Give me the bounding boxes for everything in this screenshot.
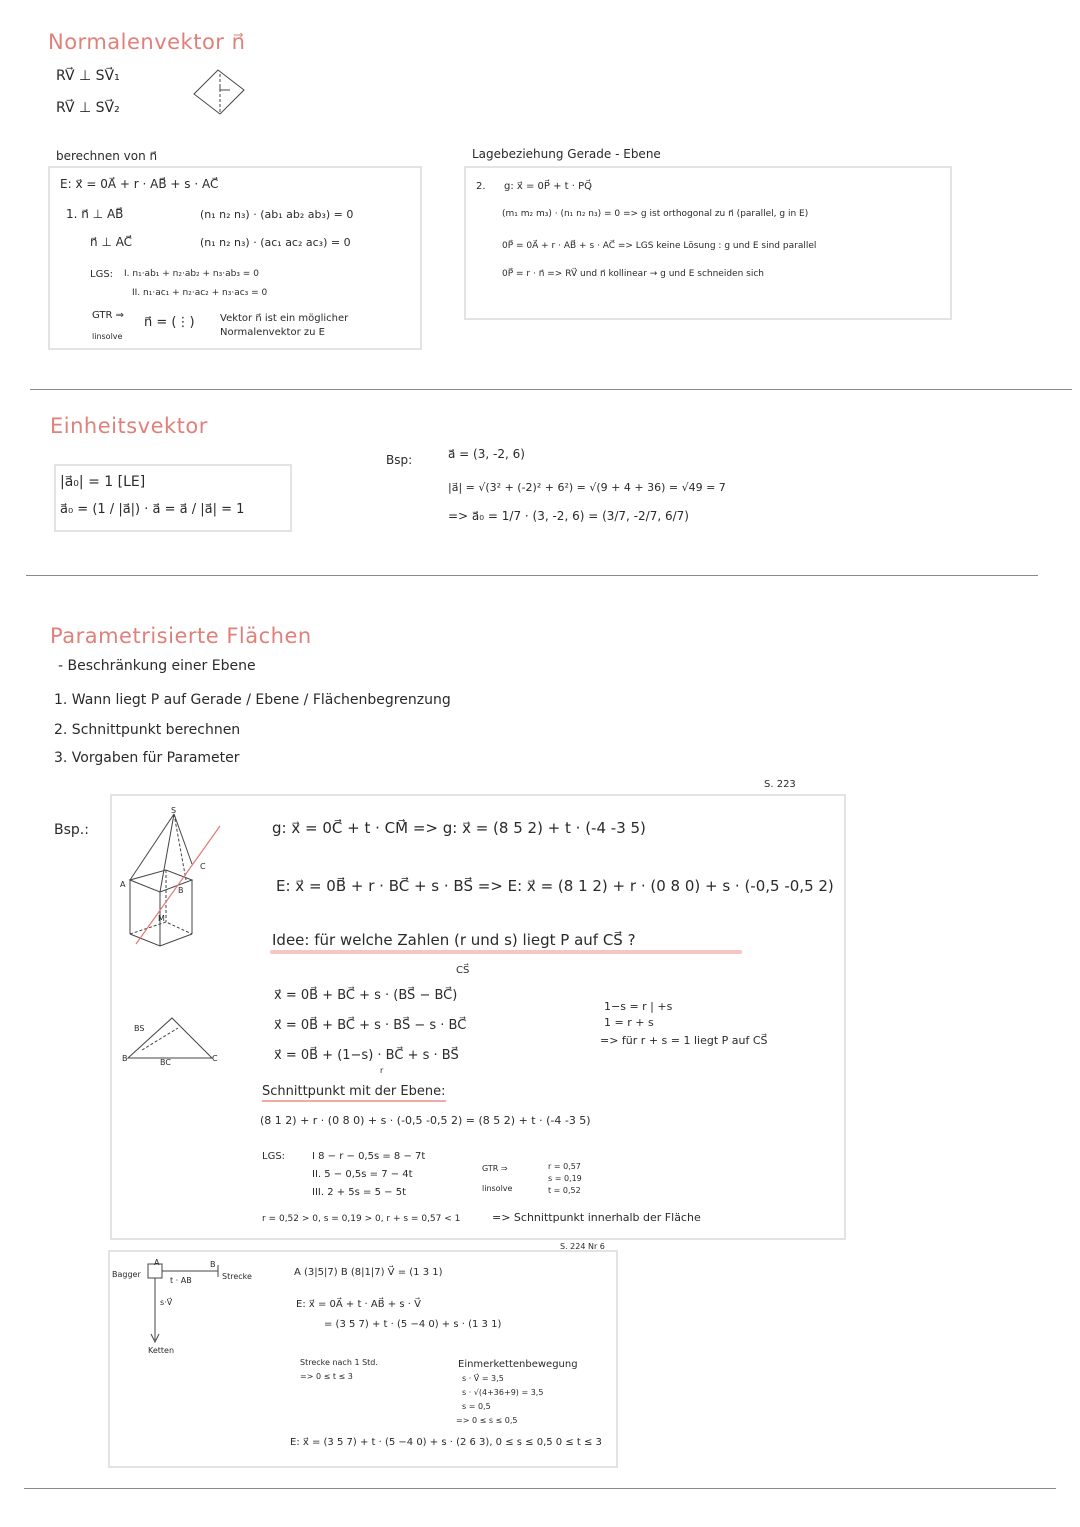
param-lgs-label: LGS: bbox=[262, 1151, 286, 1162]
normal-perp-ac: n⃗ ⊥ AC⃗ bbox=[90, 235, 133, 249]
bagger-points: A (3|5|7) B (8|1|7) V⃗ = (1 3 1) bbox=[294, 1267, 443, 1278]
prism-sketch bbox=[116, 804, 232, 954]
tri-label-b: B bbox=[122, 1054, 128, 1063]
bagger-page-ref: S. 224 Nr 6 bbox=[560, 1242, 605, 1251]
bagger-sv: s·V⃗ bbox=[160, 1298, 173, 1307]
tri-label-c: C bbox=[212, 1054, 218, 1063]
divider-1 bbox=[30, 389, 1072, 390]
param-page-ref: S. 223 bbox=[764, 779, 796, 790]
prism-label-s: S bbox=[171, 806, 177, 815]
param-r-label: r bbox=[380, 1066, 384, 1075]
normal-lgs1: I. n₁·ab₁ + n₂·ab₂ + n₃·ab₃ = 0 bbox=[124, 269, 259, 279]
divider-3 bbox=[24, 1488, 1056, 1489]
einheit-e3: => a⃗₀ = 1/7 · (3, -2, 6) = (3/7, -2/7, 6/7) bbox=[448, 509, 689, 523]
bagger-tab: t · AB bbox=[170, 1276, 192, 1285]
param-lgs2: II. 5 − 0,5s = 7 − 4t bbox=[312, 1169, 413, 1180]
lage-g: g: x⃗ = 0P⃗ + t · PQ⃗ bbox=[504, 181, 593, 192]
plane-sketch bbox=[186, 60, 256, 120]
lage-l1: (m₁ m₂ m₃) · (n₁ n₂ n₃) = 0 => g ist orthogonal zu n⃗ (parallel, g in E) bbox=[502, 209, 809, 219]
tri-label-bc: BC bbox=[160, 1058, 171, 1067]
bagger-strecke: Strecke bbox=[222, 1272, 252, 1281]
bagger-b: B bbox=[210, 1260, 216, 1269]
idee-highlight bbox=[270, 950, 742, 954]
param-item-3: 3. Vorgaben für Parameter bbox=[54, 750, 240, 766]
normal-nvec: n⃗ = (⋮) bbox=[144, 315, 195, 330]
bagger-k2: s · √(4+36+9) = 3,5 bbox=[462, 1388, 544, 1397]
bagger-n2: => 0 ≤ t ≤ 3 bbox=[300, 1372, 353, 1381]
normal-note1: Vektor n⃗ ist ein möglicher bbox=[220, 313, 349, 324]
einheit-e2: |a⃗| = √(3² + (-2)² + 6²) = √(9 + 4 + 36) = √49 = 7 bbox=[448, 481, 726, 494]
normal-label: berechnen von n⃗ bbox=[56, 149, 158, 163]
param-res-r: r = 0,57 bbox=[548, 1162, 581, 1171]
einheit-f1: |a⃗₀| = 1 [LE] bbox=[60, 474, 146, 490]
param-cs-label: CS⃗ bbox=[456, 965, 470, 976]
normal-dot1: (n₁ n₂ n₃) · (ab₁ ab₂ ab₃) = 0 bbox=[200, 208, 354, 221]
bagger-e2: = (3 5 7) + t · (5 −4 0) + s · (1 3 1) bbox=[324, 1319, 502, 1330]
einheit-bsp: Bsp: bbox=[386, 453, 413, 467]
param-g-equation: g: x⃗ = 0C⃗ + t · CM⃗ => g: x⃗ = (8 5 2) + t · (-4 -3 5) bbox=[272, 819, 646, 837]
einheit-f2: a⃗₀ = (1 / |a⃗|) · a⃗ = a⃗ / |a⃗| = 1 bbox=[60, 502, 245, 517]
tri-label-bs: BS bbox=[134, 1024, 145, 1033]
prism-label-c: C bbox=[200, 862, 206, 871]
einheit-e1: a⃗ = (3, -2, 6) bbox=[448, 447, 525, 461]
param-res-t: t = 0,52 bbox=[548, 1186, 581, 1195]
param-s1: 1−s = r | +s bbox=[604, 1000, 673, 1013]
normal-dot2: (n₁ n₂ n₃) · (ac₁ ac₂ ac₃) = 0 bbox=[200, 236, 351, 249]
normal-lgs-label: LGS: bbox=[90, 269, 114, 280]
param-s2: 1 = r + s bbox=[604, 1016, 654, 1029]
section-title-param: Parametrisierte Flächen bbox=[50, 624, 312, 648]
lage-num: 2. bbox=[476, 181, 486, 192]
bagger-k1: s · V⃗ = 3,5 bbox=[462, 1374, 504, 1383]
param-item-2: 2. Schnittpunkt berechnen bbox=[54, 722, 241, 738]
param-e-equation: E: x⃗ = 0B⃗ + r · BC⃗ + s · BS⃗ => E: x⃗ = (8 1 2) + r · (0 8 0) + s · (-0,5 -0,5 2) bbox=[276, 877, 834, 895]
param-conclusion: r = 0,52 > 0, s = 0,19 > 0, r + s = 0,57 < 1 bbox=[262, 1214, 461, 1224]
param-bullet: - Beschränkung einer Ebene bbox=[58, 658, 256, 674]
param-res-s: s = 0,19 bbox=[548, 1174, 582, 1183]
normal-plane-eq: E: x⃗ = 0A⃗ + r · AB⃗ + s · AC⃗ bbox=[60, 177, 219, 191]
bagger-label: Bagger bbox=[112, 1270, 141, 1279]
bagger-n1: Strecke nach 1 Std. bbox=[300, 1358, 378, 1367]
divider-2 bbox=[26, 575, 1038, 576]
bagger-a: A bbox=[154, 1258, 160, 1267]
normal-linsolve: linsolve bbox=[92, 332, 123, 341]
param-schnittpunkt-eq: (8 1 2) + r · (0 8 0) + s · (-0,5 -0,5 2) = (8 5 2) + t · (-4 -3 5) bbox=[260, 1114, 591, 1127]
normal-perp-ab: 1. n⃗ ⊥ AB⃗ bbox=[66, 207, 124, 221]
param-conclusion2: => Schnittpunkt innerhalb der Fläche bbox=[492, 1211, 701, 1224]
perp-rv-sv1: RV⃗ ⊥ SV⃗₁ bbox=[56, 68, 120, 84]
section-title-einheitsvektor: Einheitsvektor bbox=[50, 414, 208, 438]
param-bsp: Bsp.: bbox=[54, 822, 89, 838]
param-x3: x⃗ = 0B⃗ + (1−s) · BC⃗ + s · BS⃗ bbox=[274, 1048, 459, 1063]
prism-label-b: B bbox=[178, 886, 184, 895]
param-lgs3: III. 2 + 5s = 5 − 5t bbox=[312, 1187, 406, 1198]
param-linsolve: linsolve bbox=[482, 1184, 513, 1193]
bagger-k4: => 0 ≤ s ≤ 0,5 bbox=[456, 1416, 518, 1425]
param-s3: => für r + s = 1 liegt P auf CS⃗ bbox=[600, 1034, 768, 1047]
param-idee: Idee: für welche Zahlen (r und s) liegt P auf CS⃗ ? bbox=[272, 931, 636, 949]
prism-label-m: M bbox=[158, 914, 165, 923]
param-item-1: 1. Wann liegt P auf Gerade / Ebene / Flächenbegrenzung bbox=[54, 692, 451, 708]
prism-label-a: A bbox=[120, 880, 126, 889]
param-schnittpunkt-title: Schnittpunkt mit der Ebene: bbox=[262, 1084, 446, 1102]
bagger-kette-title: Einmerkettenbewegung bbox=[458, 1359, 578, 1370]
lage-l2: 0P⃗ = 0A⃗ + r · AB⃗ + s · AC⃗ => LGS keine Lösung : g und E sind parallel bbox=[502, 241, 817, 251]
bagger-e1: E: x⃗ = 0A⃗ + t · AB⃗ + s · V⃗ bbox=[296, 1299, 421, 1310]
param-gtr: GTR ⇒ bbox=[482, 1164, 508, 1173]
bagger-k3: s = 0,5 bbox=[462, 1402, 491, 1411]
lage-l3: 0P⃗ = r · n⃗ => RV⃗ und n⃗ kollinear → g und E schneiden sich bbox=[502, 269, 764, 279]
lage-title: Lagebeziehung Gerade - Ebene bbox=[472, 147, 661, 161]
normal-note2: Normalenvektor zu E bbox=[220, 327, 325, 338]
param-x1: x⃗ = 0B⃗ + BC⃗ + s · (BS⃗ − BC⃗) bbox=[274, 988, 458, 1003]
normal-gtr: GTR ⇒ bbox=[92, 310, 125, 321]
normal-lgs2: II. n₁·ac₁ + n₂·ac₂ + n₃·ac₃ = 0 bbox=[132, 288, 268, 298]
section-title-normalenvektor: Normalenvektor n⃗ bbox=[48, 30, 246, 54]
perp-rv-sv2: RV⃗ ⊥ SV⃗₂ bbox=[56, 100, 120, 116]
param-lgs1: I 8 − r − 0,5s = 8 − 7t bbox=[312, 1151, 426, 1162]
bagger-ketten: Ketten bbox=[148, 1346, 175, 1355]
param-x2: x⃗ = 0B⃗ + BC⃗ + s · BS⃗ − s · BC⃗ bbox=[274, 1018, 467, 1033]
bagger-final: E: x⃗ = (3 5 7) + t · (5 −4 0) + s · (2 6 3), 0 ≤ s ≤ 0,5 0 ≤ t ≤ 3 bbox=[290, 1437, 602, 1448]
